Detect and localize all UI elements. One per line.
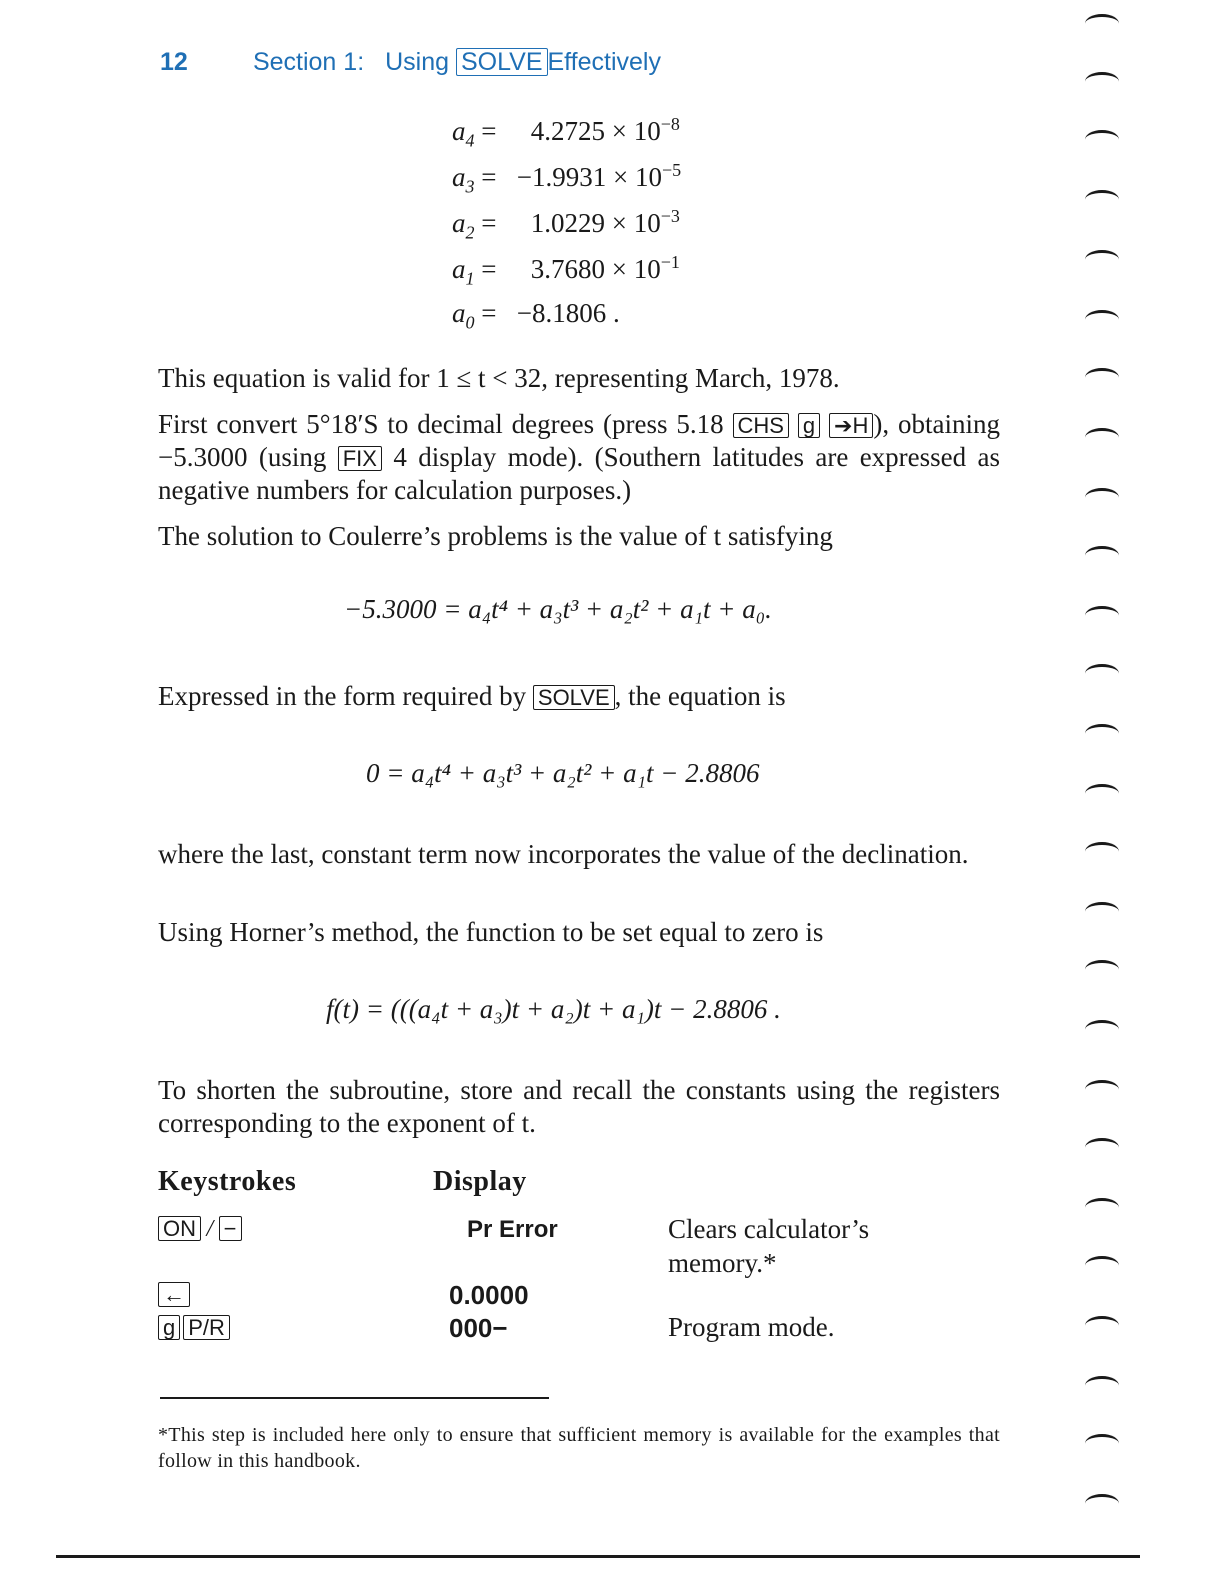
fix-key: FIX bbox=[338, 446, 382, 471]
binding-hole bbox=[1085, 1316, 1119, 1335]
binding-hole bbox=[1085, 902, 1119, 921]
binding-hole bbox=[1085, 1376, 1119, 1395]
coefficient-a1: $a_1 = 3.7680 \times 10^{-1}$ bbox=[452, 252, 680, 289]
keystrokes-header: Keystrokes bbox=[158, 1166, 297, 1197]
binding-hole bbox=[1085, 724, 1119, 743]
coefficient-a4: $a_4 = 4.2725 \times 10^{-8}$ bbox=[452, 114, 680, 151]
coefficient-a0: $a_0 = -8.1806$ . bbox=[452, 298, 620, 333]
page-bottom-edge bbox=[56, 1555, 1140, 1558]
g-key: g bbox=[798, 413, 820, 438]
equation-declination: −5.3000 = a₄t⁴ + a₃t³ + a₂t² + a₁t + a₀. bbox=[344, 594, 772, 624]
coefficient-a3: $a_3 = -1.9931 \times 10^{-5}$ bbox=[452, 160, 682, 197]
binding-hole bbox=[1085, 72, 1119, 91]
display-pr-error: Pr Error bbox=[467, 1216, 558, 1243]
minus-key: − bbox=[219, 1216, 242, 1241]
equation-zero-form: 0 = a₄t⁴ + a₃t³ + a₂t² + a₁t − 2.8806 bbox=[366, 758, 760, 788]
title-word-effectively: Effectively bbox=[547, 48, 661, 76]
footnote: *This step is included here only to ensure that sufficient memory is available for the examples that follow in this handbook. bbox=[158, 1424, 1000, 1472]
binding-hole bbox=[1085, 842, 1119, 861]
solve-key-title: SOLVE bbox=[456, 48, 548, 76]
keys-row-2 bbox=[158, 1282, 190, 1308]
chs-key: CHS bbox=[733, 413, 789, 438]
title-word-using: Using bbox=[385, 48, 450, 76]
binding-hole bbox=[1085, 960, 1119, 979]
keys-row-1 bbox=[158, 1216, 242, 1243]
binding-hole bbox=[1085, 250, 1119, 269]
display-zero: 0.0000 bbox=[449, 1280, 529, 1310]
binding-hole bbox=[1085, 310, 1119, 329]
horner-paragraph: Using Horner’s method, the function to be set equal to zero is bbox=[158, 917, 824, 947]
binding-hole bbox=[1085, 664, 1119, 683]
g-key-row: g bbox=[158, 1315, 180, 1340]
note-program-mode: Program mode. bbox=[668, 1312, 835, 1342]
coefficient-a2: $a_2 = 1.0229 \times 10^{-3}$ bbox=[452, 206, 680, 243]
section-prefix: Section 1: bbox=[252, 48, 365, 76]
footnote-rule bbox=[160, 1397, 549, 1399]
binding-hole bbox=[1085, 190, 1119, 209]
binding-hole bbox=[1085, 1138, 1119, 1157]
binding-hole bbox=[1085, 1434, 1119, 1453]
binding-hole bbox=[1085, 1256, 1119, 1275]
equation-horner: f(t) = (((a₄t + a₃)t + a₂)t + a₁)t − 2.8806 . bbox=[326, 994, 781, 1024]
binding-hole bbox=[1085, 488, 1119, 507]
binding-hole bbox=[1085, 1080, 1119, 1099]
backspace-key: ← bbox=[158, 1282, 190, 1307]
display-program-line: 000− bbox=[449, 1313, 508, 1343]
pr-key: P/R bbox=[183, 1315, 230, 1340]
to-hours-key: ➔H bbox=[829, 413, 873, 438]
binding-hole bbox=[1085, 1198, 1119, 1217]
keys-row-3 bbox=[158, 1315, 230, 1341]
binding-hole bbox=[1085, 1494, 1119, 1513]
slash-separator: / bbox=[206, 1216, 214, 1242]
page-header bbox=[160, 48, 661, 77]
solve-form-paragraph: Expressed in the form required by SOLVE , the equation is bbox=[158, 681, 786, 711]
constant-term-paragraph: where the last, constant term now incorporates the value of the declination. bbox=[158, 839, 969, 869]
page-number: 12 bbox=[160, 48, 188, 76]
subroutine-paragraph: To shorten the subroutine, store and recall the constants using the registers corresponding to the exponent of t. bbox=[158, 1075, 1000, 1138]
binding-hole bbox=[1085, 14, 1119, 33]
binding-hole bbox=[1085, 784, 1119, 803]
binding-hole bbox=[1085, 368, 1119, 387]
binding-hole bbox=[1085, 428, 1119, 447]
validity-paragraph: This equation is valid for 1 ≤ t < 32, representing March, 1978. bbox=[158, 363, 840, 393]
note-clears-memory: Clears calculator’s memory.* bbox=[668, 1214, 870, 1278]
binding-hole bbox=[1085, 606, 1119, 625]
solve-key: SOLVE bbox=[533, 685, 615, 710]
display-header: Display bbox=[433, 1166, 527, 1197]
binding-hole bbox=[1085, 546, 1119, 565]
on-key: ON bbox=[158, 1216, 201, 1241]
binding-hole bbox=[1085, 1020, 1119, 1039]
convert-paragraph: First convert 5°18′S to decimal degrees (press 5.18 CHS g ➔H ), obtaining −5.3000 (using FIX 4 display mode). (Southern latitudes are expressed as negative numbers for calculation purposes.) bbox=[158, 409, 1001, 505]
binding-hole bbox=[1085, 130, 1119, 149]
solution-paragraph: The solution to Coulerre’s problems is the value of t satisfying bbox=[158, 521, 833, 551]
